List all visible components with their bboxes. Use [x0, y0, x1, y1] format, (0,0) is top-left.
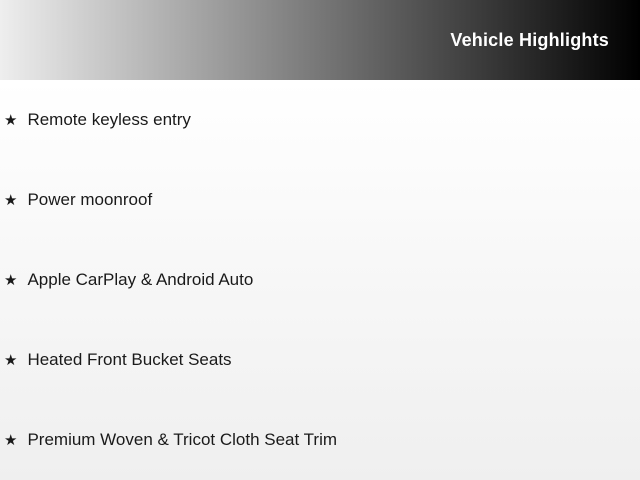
star-icon: ★	[4, 351, 18, 369]
star-icon: ★	[4, 191, 18, 209]
list-item	[0, 320, 640, 400]
list-item-label: Remote keyless entry	[27, 110, 191, 129]
star-icon: ★	[4, 431, 18, 449]
list-item-label: Heated Front Bucket Seats	[27, 350, 232, 369]
star-icon: ★	[4, 271, 18, 289]
list-item-label: Premium Woven & Tricot Cloth Seat Trim	[27, 430, 338, 449]
list-item	[0, 80, 640, 160]
list-item-label: Power moonroof	[27, 190, 153, 209]
list-item	[0, 400, 640, 480]
page-title: Vehicle Highlights	[450, 29, 609, 50]
star-icon: ★	[4, 111, 18, 129]
header-bar	[0, 0, 640, 80]
highlights-list	[0, 80, 640, 480]
list-item	[0, 160, 640, 240]
list-item-label: Apple CarPlay & Android Auto	[27, 270, 254, 289]
list-item	[0, 240, 640, 320]
